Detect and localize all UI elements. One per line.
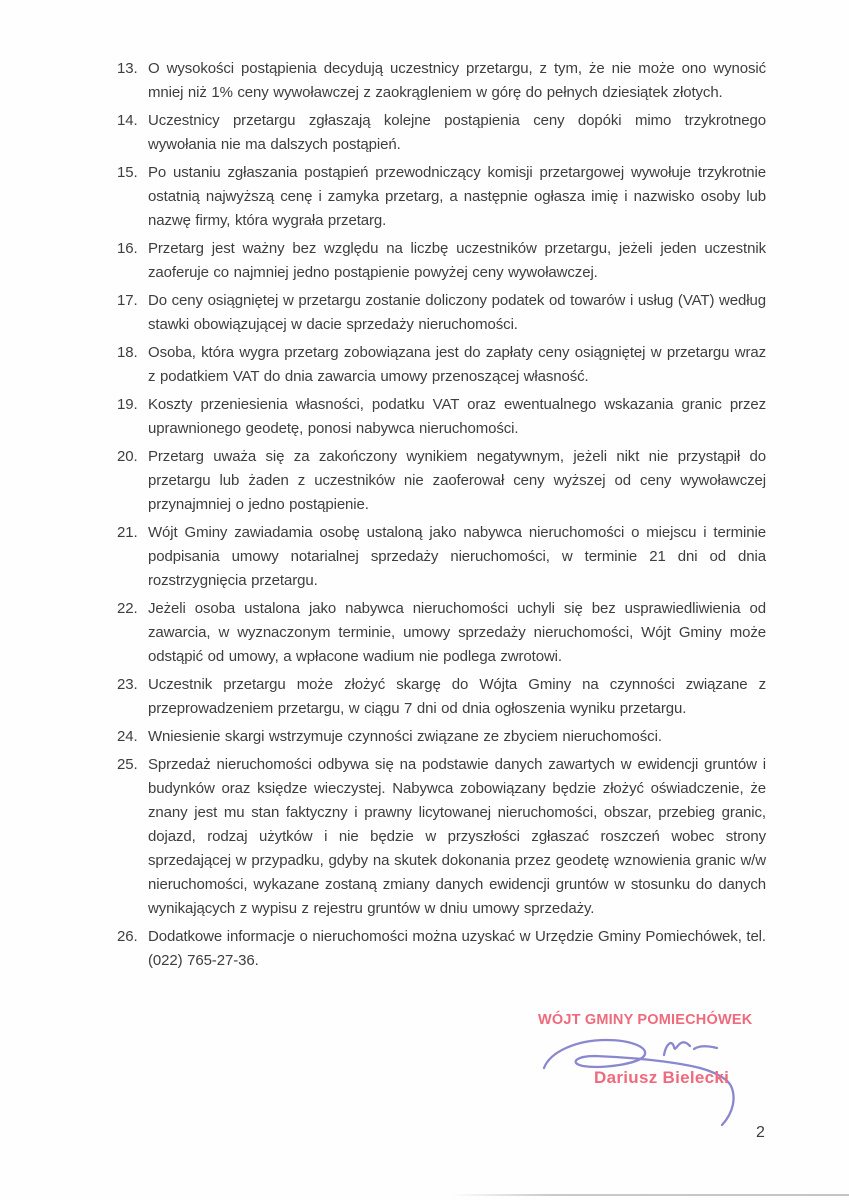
item-text: Wniesienie skargi wstrzymuje czynności związane ze zbyciem nieruchomości. xyxy=(148,728,662,745)
item-number: 26. xyxy=(117,928,138,945)
scan-edge-artifact xyxy=(452,1194,849,1196)
item-number: 23. xyxy=(117,676,138,693)
item-text: Jeżeli osoba ustalona jako nabywca nieruchomości uchyli się bez usprawiedliwienia od zawarcia, w wyznaczonym terminie, umowy sprzedaży nieruchomości, Wójt Gminy może odstąpić od umowy, a wpłacone wadium nie podlega zwrotowi. xyxy=(148,600,766,665)
item-number: 21. xyxy=(117,524,138,541)
signatory-name: Dariusz Bielecki xyxy=(594,1068,730,1087)
list-item xyxy=(117,673,766,721)
item-text: O wysokości postąpienia decydują uczestnicy przetargu, z tym, że nie może ono wynosić mniej niż 1% ceny wywoławczej z zaokrągleniem w górę do pełnych dziesiątek złotych. xyxy=(148,60,766,101)
item-text: Sprzedaż nieruchomości odbywa się na podstawie danych zawartych w ewidencji gruntów i budynków oraz księdze wieczystej. Nabywca zobowiązany będzie złożyć oświadczenie, że znany jest mu stan faktyczny i prawny licytowanej nieruchomości, obszar, przebieg granic, dojazd, rodzaj użytków i nie będzie w przyszłości zgłaszać roszczeń wobec strony sprzedającej w przypadku, gdyby na skutek dokonania przez geodetę wznowienia granic w/w nieruchomości, wykazane zostaną zmiany danych ewidencji gruntów w stosunku do danych wynikających z wypisu z rejestru gruntów w dniu umowy sprzedaży. xyxy=(148,756,766,917)
item-text: Przetarg uważa się za zakończony wynikiem negatywnym, jeżeli nikt nie przystąpił do przetargu lub żaden z uczestników nie zaoferował ceny wyższej od ceny wywoławczej przynajmniej o jedno postąpienie. xyxy=(148,448,766,513)
item-number: 17. xyxy=(117,292,138,309)
list-item xyxy=(117,289,766,337)
signature-title: WÓJT GMINY POMIECHÓWEK xyxy=(538,1012,753,1028)
list-item xyxy=(117,521,766,593)
list-item xyxy=(117,445,766,517)
item-text: Po ustaniu zgłaszania postąpień przewodniczący komisji przetargowej wywołuje trzykrotnie ostatnią najwyższą cenę i zamyka przetarg, a następnie ogłasza imię i nazwisko osoby lub nazwę firmy, która wygrała przetarg. xyxy=(148,164,766,229)
item-text: Uczestnicy przetargu zgłaszają kolejne postąpienia ceny dopóki mimo trzykrotnego wywołania nie ma dalszych postąpień. xyxy=(148,112,766,153)
list-item xyxy=(117,341,766,389)
list-item xyxy=(117,597,766,669)
item-number: 18. xyxy=(117,344,138,361)
list-item xyxy=(117,237,766,285)
signature-block xyxy=(530,1010,780,1130)
list-item xyxy=(117,109,766,157)
item-text: Przetarg jest ważny bez względu na liczbę uczestników przetargu, jeżeli jeden uczestnik zaoferuje co najmniej jedno postąpienie powyżej ceny wywoławczej. xyxy=(148,240,766,281)
item-number: 20. xyxy=(117,448,138,465)
list-item xyxy=(117,925,766,973)
list-item xyxy=(117,57,766,105)
item-number: 25. xyxy=(117,756,138,773)
item-text: Wójt Gminy zawiadamia osobę ustaloną jako nabywca nieruchomości o miejscu i terminie podpisania umowy notarialnej sprzedaży nieruchomości, w terminie 21 dni od dnia rozstrzygnięcia przetargu. xyxy=(148,524,766,589)
item-text: Dodatkowe informacje o nieruchomości można uzyskać w Urzędzie Gminy Pomiechówek, tel. (022) 765-27-36. xyxy=(148,928,766,969)
list-item xyxy=(117,725,766,749)
item-text: Koszty przeniesienia własności, podatku VAT oraz ewentualnego wskazania granic przez uprawnionego geodetę, ponosi nabywca nieruchomości. xyxy=(148,396,766,437)
item-number: 14. xyxy=(117,112,138,129)
page-number: 2 xyxy=(756,1124,765,1141)
list-item xyxy=(117,393,766,441)
item-number: 24. xyxy=(117,728,138,745)
item-number: 22. xyxy=(117,600,138,617)
item-number: 19. xyxy=(117,396,138,413)
list-item xyxy=(117,161,766,233)
numbered-list xyxy=(117,57,766,977)
list-item xyxy=(117,753,766,921)
item-number: 13. xyxy=(117,60,138,77)
item-number: 16. xyxy=(117,240,138,257)
item-text: Osoba, która wygra przetarg zobowiązana jest do zapłaty ceny osiągniętej w przetargu wraz z podatkiem VAT do dnia zawarcia umowy przenoszącej własność. xyxy=(148,344,766,385)
item-text: Do ceny osiągniętej w przetargu zostanie doliczony podatek od towarów i usług (VAT) według stawki obowiązującej w dacie sprzedaży nieruchomości. xyxy=(148,292,766,333)
item-number: 15. xyxy=(117,164,138,181)
item-text: Uczestnik przetargu może złożyć skargę do Wójta Gminy na czynności związane z przeprowadzeniem przetargu, w ciągu 7 dni od dnia ogłoszenia wyniku przetargu. xyxy=(148,676,766,717)
